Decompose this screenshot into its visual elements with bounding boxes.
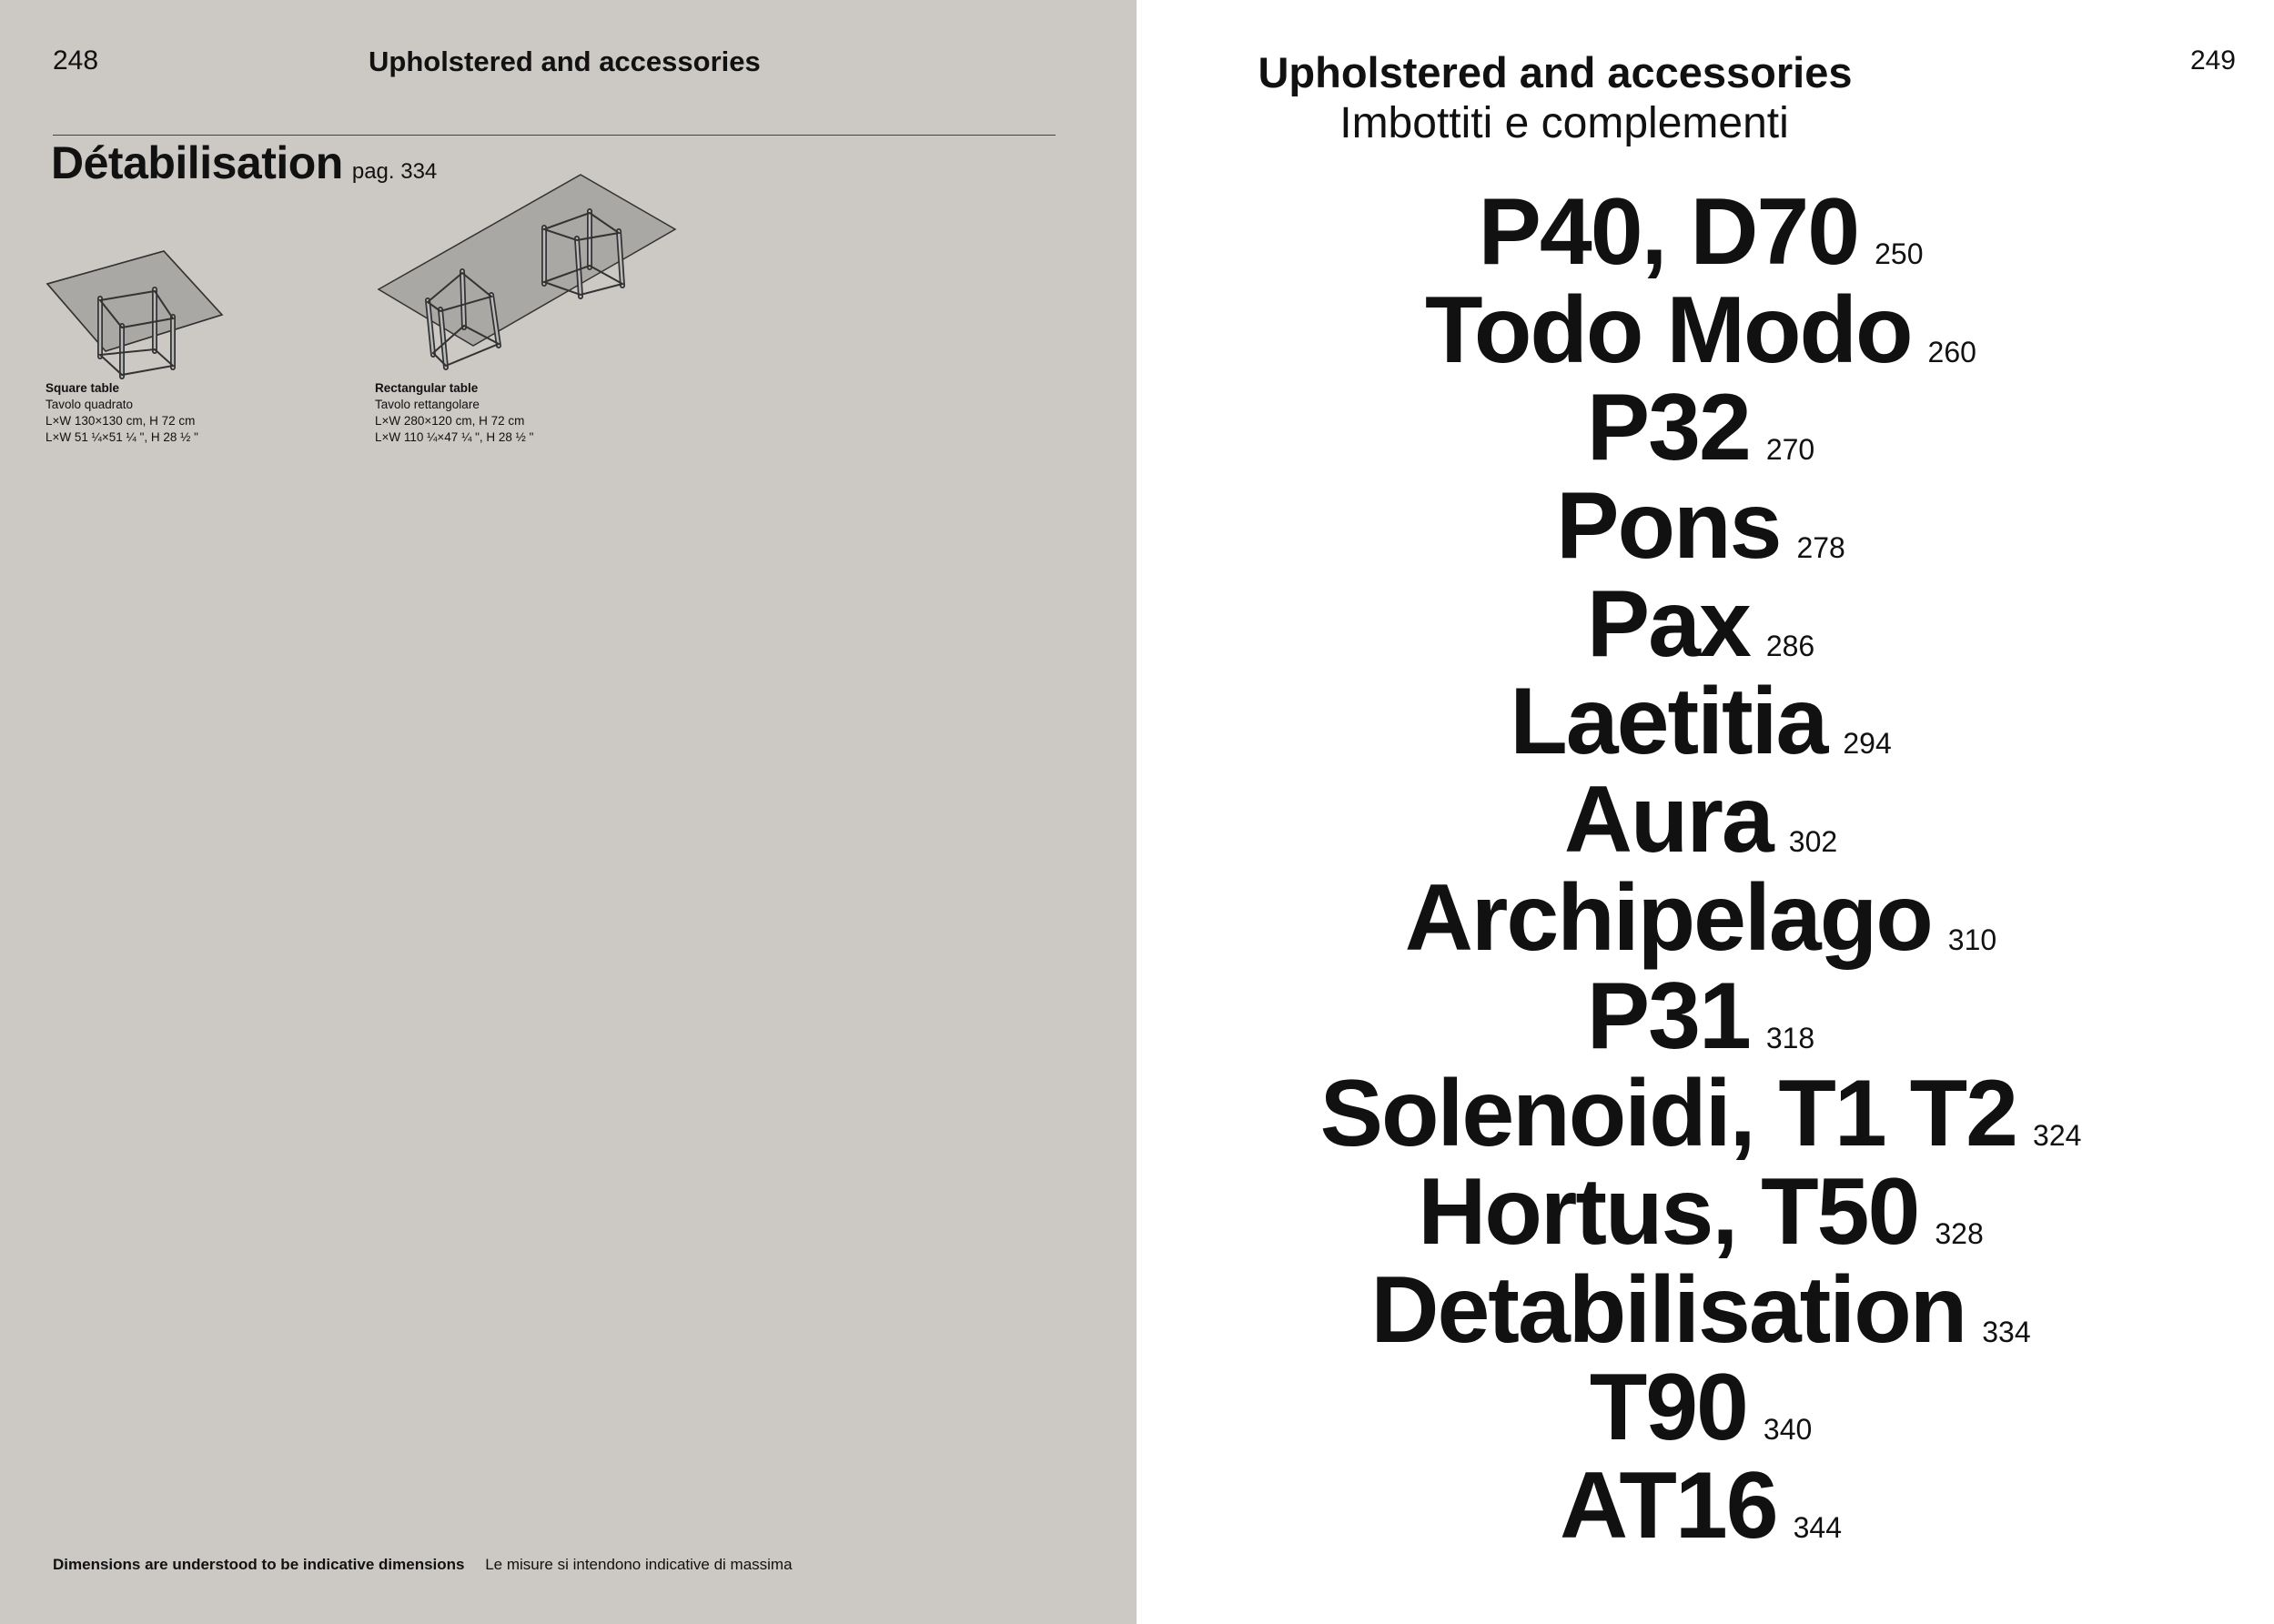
index-item[interactable] — [1137, 570, 2265, 677]
index-item-name: Hortus, T50 — [1418, 1158, 1919, 1265]
square-table-dims-in: L×W 51 ¼×51 ¼ ", H 28 ½ " — [45, 430, 198, 444]
index-item-name: Solenoidi, T1 T2 — [1319, 1061, 2017, 1167]
index-item[interactable] — [1137, 767, 2265, 873]
rectangular-table-dims-in: L×W 110 ¼×47 ¼ ", H 28 ½ " — [375, 430, 534, 444]
footer-note-it: Le misure si intendono indicative di massima — [485, 1556, 793, 1573]
index-item-name: Detabilisation — [1370, 1256, 1966, 1363]
square-table-spec — [45, 380, 227, 446]
index-item-page: 328 — [1935, 1216, 1984, 1250]
rectangular-table-dims-cm: L×W 280×120 cm, H 72 cm — [375, 414, 525, 428]
index-item-page: 340 — [1763, 1413, 1813, 1447]
rectangular-table-drawing — [375, 173, 684, 380]
index-item-name: Pons — [1556, 473, 1781, 580]
product-page-ref: pag. 334 — [351, 159, 438, 184]
index-item[interactable] — [1137, 963, 2265, 1069]
index-item[interactable] — [1137, 473, 2265, 580]
section-title-right — [1137, 47, 2265, 149]
index-item[interactable] — [1137, 277, 2265, 383]
index-item-page: 310 — [1947, 923, 1997, 956]
index-item-page: 270 — [1765, 433, 1815, 467]
index-item-name: T90 — [1589, 1355, 1747, 1461]
square-table-name-it: Tavolo quadrato — [45, 398, 134, 411]
square-table-dims-cm: L×W 130×130 cm, H 72 cm — [45, 414, 196, 428]
section-title-en: Upholstered and accessories — [1258, 48, 1853, 96]
index-item[interactable] — [1137, 1061, 2265, 1167]
section-title-left: Upholstered and accessories — [369, 45, 761, 77]
index-list — [1137, 179, 2265, 1558]
rectangular-table-spec — [375, 380, 684, 446]
rectangular-table-name-it: Tavolo rettangolare — [375, 398, 480, 411]
index-item[interactable] — [1137, 1256, 2265, 1363]
rectangular-table-item — [375, 173, 684, 446]
index-item-page: 286 — [1765, 629, 1815, 662]
section-title-it: Imbottiti e complementi — [1339, 99, 1789, 147]
footer-note — [53, 1556, 793, 1574]
index-item-page: 260 — [1927, 335, 1976, 368]
index-item-name: P40, D70 — [1478, 179, 1859, 285]
index-item-page: 294 — [1843, 727, 1892, 761]
index-item-name: Aura — [1563, 767, 1773, 873]
index-item-page: 344 — [1793, 1510, 1842, 1544]
index-item-name: Todo Modo — [1425, 277, 1912, 383]
index-item-page: 278 — [1796, 531, 1845, 565]
index-item[interactable] — [1137, 179, 2265, 285]
product-title-text: Détabilisation — [51, 137, 343, 188]
index-item[interactable] — [1137, 1452, 2265, 1558]
index-item[interactable] — [1137, 1355, 2265, 1461]
index-item-name: AT16 — [1560, 1452, 1777, 1558]
index-item[interactable] — [1137, 1158, 2265, 1265]
rectangular-table-name: Rectangular table — [375, 381, 479, 395]
index-item[interactable] — [1137, 864, 2265, 971]
index-item-name: P31 — [1586, 963, 1750, 1069]
index-item-name: P32 — [1586, 375, 1750, 481]
index-item-page: 250 — [1875, 237, 1924, 270]
page-number-left: 248 — [53, 45, 99, 76]
right-page — [1137, 0, 2274, 1624]
index-item-page: 334 — [1982, 1315, 2031, 1348]
index-item-name: Pax — [1586, 570, 1750, 677]
index-item-page: 318 — [1765, 1021, 1815, 1054]
square-table-item — [45, 173, 227, 446]
index-item[interactable] — [1137, 669, 2265, 775]
footer-note-en: Dimensions are understood to be indicative dimensions — [53, 1556, 465, 1573]
page-number-right: 249 — [2189, 45, 2236, 76]
index-item[interactable] — [1137, 375, 2265, 481]
square-table-drawing — [45, 173, 227, 380]
index-item-name: Archipelago — [1404, 864, 1932, 971]
index-item-name: Laetitia — [1510, 669, 1827, 775]
index-item-page: 324 — [2033, 1119, 2082, 1153]
index-item-page: 302 — [1788, 825, 1838, 859]
square-table-name: Square table — [45, 381, 120, 395]
